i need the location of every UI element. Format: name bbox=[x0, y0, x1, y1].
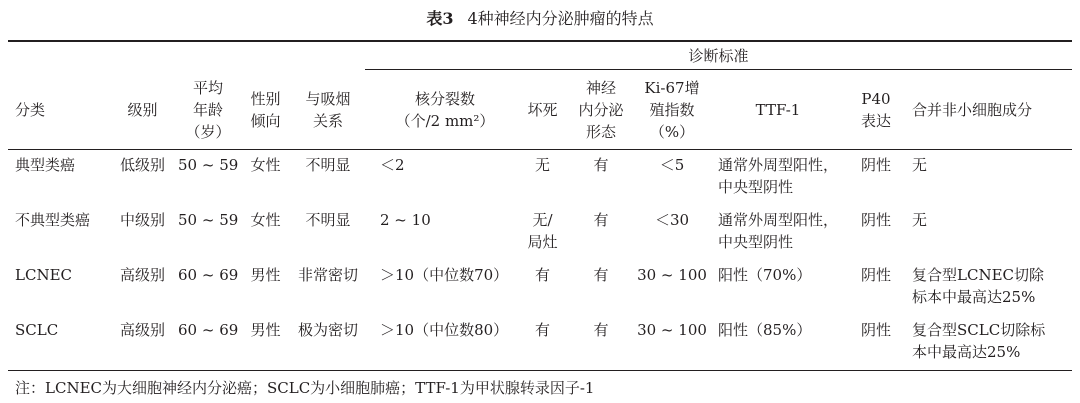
column-header-line: TTF-1 bbox=[755, 101, 801, 119]
cell-line: 标本中最高达25% bbox=[912, 288, 1036, 306]
cell-line: 无/ bbox=[532, 211, 553, 229]
column-header-line: （%） bbox=[649, 123, 695, 141]
column-header-line: 平均 bbox=[192, 79, 223, 97]
table-cell: 阴性 bbox=[860, 211, 891, 229]
table-cell: 不明显 bbox=[305, 211, 351, 229]
table-cell bbox=[515, 209, 570, 253]
table-cell: 中级别 bbox=[119, 211, 165, 229]
table-cell: 不明显 bbox=[305, 156, 351, 174]
table-cell: 极为密切 bbox=[297, 321, 358, 339]
cell-line: 有 bbox=[534, 266, 550, 284]
table-cell bbox=[718, 154, 858, 198]
table-cell: 60 ~ 69 bbox=[178, 266, 239, 284]
table-cell: 阴性 bbox=[860, 156, 891, 174]
table-cell bbox=[718, 319, 858, 341]
table-cell bbox=[912, 264, 1072, 308]
cell-line: 复合型LCNEC切除 bbox=[912, 266, 1044, 284]
table-cell: 50 ~ 59 bbox=[178, 156, 239, 174]
column-header bbox=[860, 88, 892, 132]
table-cell: 不典型类癌 bbox=[15, 211, 91, 229]
table-cell: 有 bbox=[593, 321, 609, 339]
column-header bbox=[637, 77, 707, 143]
table-cell: 阴性 bbox=[860, 321, 891, 339]
column-header-line: 关系 bbox=[312, 112, 343, 130]
column-header-line: Ki-67增 bbox=[644, 79, 700, 97]
table-cell: 60 ~ 69 bbox=[178, 321, 239, 339]
table-cell bbox=[718, 264, 858, 286]
table-cell: 有 bbox=[593, 156, 609, 174]
group-rule bbox=[365, 69, 1072, 70]
table-cell bbox=[515, 154, 570, 176]
table-cell: 女性 bbox=[250, 211, 281, 229]
table-cell: SCLC bbox=[15, 321, 59, 339]
table-cell: 有 bbox=[593, 266, 609, 284]
table-number: 表3 bbox=[426, 9, 454, 28]
table-cell: LCNEC bbox=[15, 266, 72, 284]
cell-line: 中央型阴性 bbox=[718, 233, 794, 251]
column-header-line: 形态 bbox=[585, 123, 616, 141]
cell-line: 复合型SCLC切除标 bbox=[912, 321, 1046, 339]
column-header bbox=[718, 99, 838, 121]
cell-line: 通常外周型阳性， bbox=[718, 211, 839, 229]
table-cell: 2 ~ 10 bbox=[380, 211, 431, 229]
cell-line: 本中最高达25% bbox=[912, 343, 1021, 361]
column-header-line: （个/2 mm²） bbox=[395, 112, 495, 130]
table-cell bbox=[515, 319, 570, 341]
column-header-line: 神经 bbox=[585, 79, 616, 97]
column-header-line: 殖指数 bbox=[649, 101, 695, 119]
table-cell: ＜30 bbox=[654, 211, 690, 229]
column-header bbox=[515, 99, 570, 121]
table-note: 注：LCNEC为大细胞神经内分泌癌；SCLC为小细胞肺癌；TTF-1为甲状腺转录因子-1 bbox=[15, 379, 595, 397]
column-header bbox=[380, 88, 510, 132]
top-rule bbox=[8, 40, 1072, 42]
column-header-line: 倾向 bbox=[250, 112, 281, 130]
table-title bbox=[0, 6, 1080, 29]
table-cell: 男性 bbox=[250, 321, 281, 339]
cell-line: 中央型阴性 bbox=[718, 178, 794, 196]
column-header bbox=[15, 99, 105, 121]
table-cell: 高级别 bbox=[119, 321, 165, 339]
column-header-line: 性别 bbox=[250, 90, 281, 108]
header-rule bbox=[8, 149, 1072, 150]
column-header-line: 表达 bbox=[860, 112, 891, 130]
column-header bbox=[293, 88, 363, 132]
cell-line: 无 bbox=[534, 156, 550, 174]
cell-line: 无 bbox=[912, 156, 928, 174]
column-header bbox=[178, 77, 238, 143]
column-header-line: 与吸烟 bbox=[305, 90, 351, 108]
column-header-line: 分类 bbox=[15, 101, 46, 119]
table-cell: 典型类癌 bbox=[15, 156, 76, 174]
column-header-line: 年龄 bbox=[192, 101, 223, 119]
table-caption: 4种神经内分泌肿瘤的特点 bbox=[467, 9, 654, 28]
column-header-line: 级别 bbox=[127, 101, 158, 119]
table-cell bbox=[515, 264, 570, 286]
bottom-rule bbox=[8, 370, 1072, 371]
table-cell bbox=[718, 209, 858, 253]
cell-line: 有 bbox=[534, 321, 550, 339]
table-cell bbox=[912, 319, 1072, 363]
table-cell: 高级别 bbox=[119, 266, 165, 284]
cell-line: 阳性（70%） bbox=[718, 266, 812, 284]
column-header-line: （岁） bbox=[185, 123, 231, 141]
cell-line: 通常外周型阳性， bbox=[718, 156, 839, 174]
cell-line: 阳性（85%） bbox=[718, 321, 812, 339]
table-cell: 30 ~ 100 bbox=[637, 266, 707, 284]
table-cell: 非常密切 bbox=[297, 266, 358, 284]
column-header-line: 内分泌 bbox=[578, 101, 624, 119]
table-cell: 50 ~ 59 bbox=[178, 211, 239, 229]
column-header bbox=[912, 99, 1072, 121]
table-cell: 阴性 bbox=[860, 266, 891, 284]
table-cell: ＞10（中位数80） bbox=[380, 321, 509, 339]
column-header-line: P40 bbox=[861, 90, 891, 108]
column-header-line: 合并非小细胞成分 bbox=[912, 101, 1033, 119]
table-cell: ＜5 bbox=[659, 156, 685, 174]
column-header bbox=[572, 77, 630, 143]
cell-line: 局灶 bbox=[527, 233, 558, 251]
column-header-line: 核分裂数 bbox=[414, 90, 475, 108]
table-cell: ＜2 bbox=[380, 156, 405, 174]
table-cell bbox=[912, 154, 1072, 176]
column-header bbox=[115, 99, 170, 121]
table-cell: 30 ~ 100 bbox=[637, 321, 707, 339]
column-header-line: 坏死 bbox=[527, 101, 558, 119]
table-cell: 男性 bbox=[250, 266, 281, 284]
cell-line: 无 bbox=[912, 211, 928, 229]
table-cell: 有 bbox=[593, 211, 609, 229]
table-cell bbox=[912, 209, 1072, 231]
group-header: 诊断标准 bbox=[688, 47, 749, 65]
column-header bbox=[243, 88, 288, 132]
table-cell: ＞10（中位数70） bbox=[380, 266, 509, 284]
table-cell: 低级别 bbox=[119, 156, 165, 174]
table-cell: 女性 bbox=[250, 156, 281, 174]
